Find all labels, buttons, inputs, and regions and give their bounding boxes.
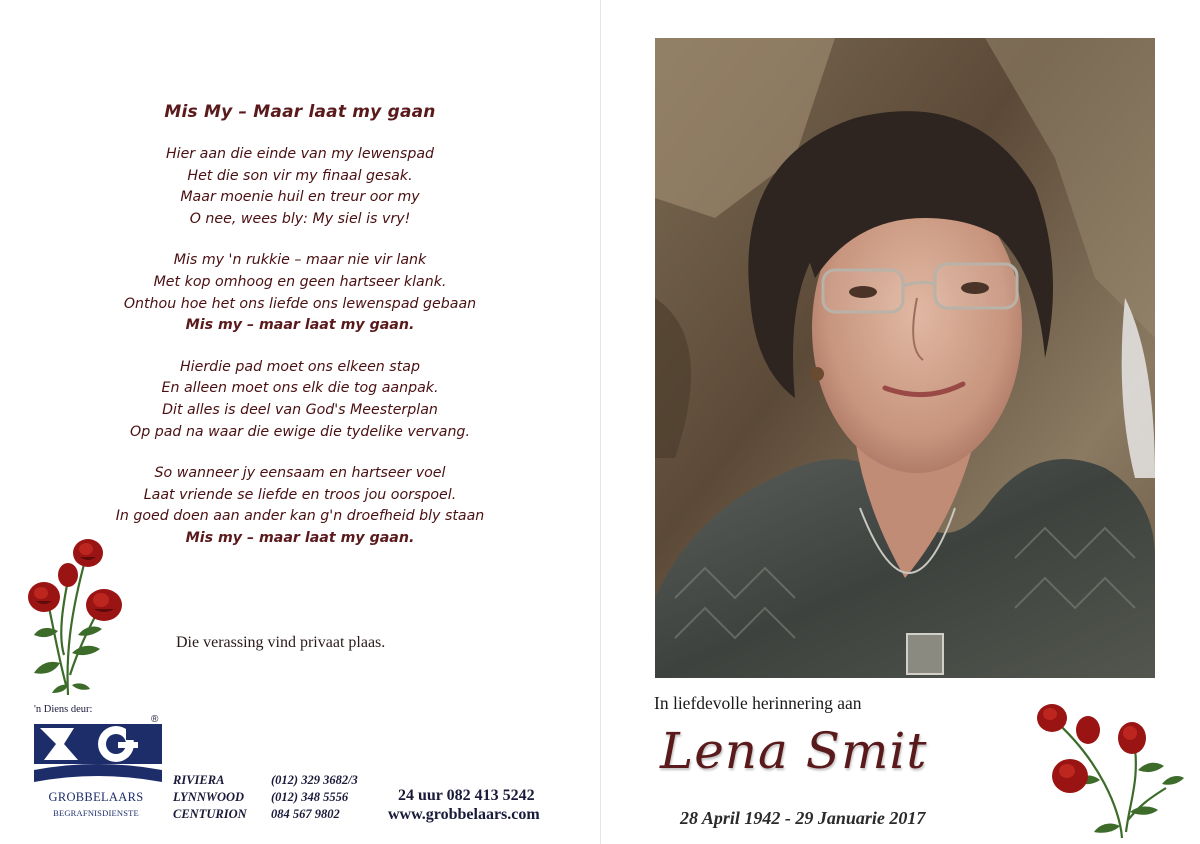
poem-line: Op pad na waar die ewige die tydelike vervang. bbox=[130, 423, 470, 440]
poem-line: Hier aan die einde van my lewenspad bbox=[165, 146, 435, 162]
funeral-notice: Die verassing vind privaat plaas. bbox=[176, 634, 386, 651]
poem-line: So wanneer jy eensaam en hartseer voel bbox=[154, 465, 446, 482]
branch-row bbox=[173, 806, 391, 823]
branch-name: CENTURION bbox=[173, 807, 247, 821]
grobbelaars-logo bbox=[34, 718, 162, 788]
hotline: 24 uur 082 413 5242 bbox=[398, 787, 535, 804]
poem-line: Met kop omhoog en geen hartseer klank. bbox=[153, 273, 447, 290]
poem-line: Dit alles is deel van God's Meesterplan bbox=[162, 401, 438, 418]
poem-body bbox=[0, 144, 600, 570]
deceased-name: Lena Smit bbox=[660, 722, 928, 780]
poem-refrain: Mis my – maar laat my gaan. bbox=[185, 529, 415, 546]
branch-phone: (012) 348 5556 bbox=[271, 790, 349, 804]
branch-list bbox=[173, 772, 391, 823]
poem-title: Mis My – Maar laat my gaan bbox=[164, 102, 436, 122]
roses-illustration bbox=[1030, 700, 1190, 840]
branch-name: LYNNWOOD bbox=[173, 790, 245, 804]
branch-row bbox=[173, 772, 391, 789]
poem-line: Onthou hoe het ons liefde ons lewenspad gebaan bbox=[123, 295, 477, 312]
poem-line: Mis my 'n rukkie – maar nie vir lank bbox=[173, 252, 427, 269]
poem-stanza bbox=[0, 144, 600, 230]
branch-phone: (012) 329 3682/3 bbox=[271, 773, 358, 787]
service-by-label: 'n Diens deur: bbox=[34, 704, 93, 715]
poem-line: O nee, wees bly: My siel is vry! bbox=[189, 210, 411, 227]
poem-stanza bbox=[0, 357, 600, 443]
poem-line: Hierdie pad moet ons elkeen stap bbox=[180, 358, 420, 375]
website-link[interactable]: www.grobbelaars.com bbox=[388, 806, 540, 823]
poem-line: Laat vriende se liefde en troos jou oorspoel. bbox=[143, 486, 457, 503]
funeral-home-subtitle: BEGRAFNISDIENSTE bbox=[53, 808, 139, 818]
poem-line: Het die son vir my finaal gesak. bbox=[187, 167, 413, 184]
branch-phone: 084 567 9802 bbox=[271, 807, 340, 821]
poem-line: Maar moenie huil en treur oor my bbox=[180, 189, 420, 206]
life-dates: 28 April 1942 - 29 Januarie 2017 bbox=[680, 808, 926, 828]
poem-stanza bbox=[0, 250, 600, 336]
funeral-home-name: GROBBELAARS bbox=[48, 790, 144, 804]
roses-illustration bbox=[8, 535, 138, 700]
poem-line: En alleen moet ons elk die tog aanpak. bbox=[161, 380, 439, 397]
portrait-photo bbox=[655, 38, 1155, 678]
poem-line: In goed doen aan ander kan g'n droefheid bly staan bbox=[115, 508, 485, 525]
branch-name: RIVIERA bbox=[173, 773, 225, 787]
memorial-intro: In liefdevolle herinnering aan bbox=[654, 693, 862, 713]
poem-refrain: Mis my – maar laat my gaan. bbox=[185, 317, 415, 334]
branch-row bbox=[173, 789, 391, 806]
registered-mark: ® bbox=[151, 714, 159, 725]
